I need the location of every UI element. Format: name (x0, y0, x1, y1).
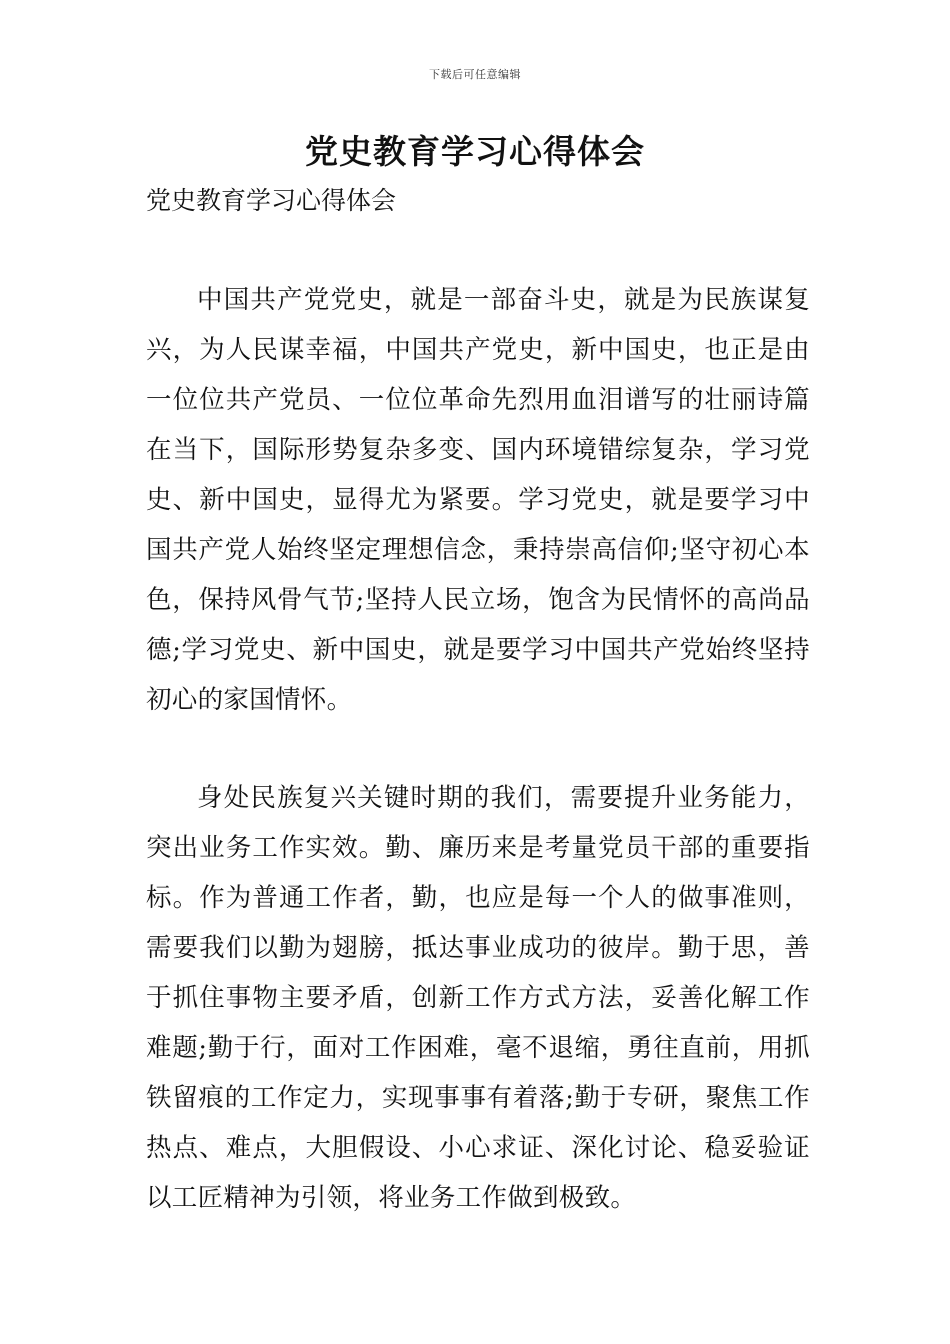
header-note: 下载后可任意编辑 (429, 68, 521, 81)
document-title: 党史教育学习心得体会 (305, 132, 645, 171)
document-subtitle: 党史教育学习心得体会 (146, 186, 397, 215)
body-paragraph-2: 身处民族复兴关键时期的我们，需要提升业务能力，突出业务工作实效。勤、廉历来是考量党员干部的重要指标。作为普通工作者，勤，也应是每一个人的做事准则，需要我们以勤为翅膀，抵达事业成功的彼岸。勤于思，善于抓住事物主要矛盾，创新工作方式方法，妥善化解工作难题;勤于行，面对工作困难，毫不退缩，勇往直前，用抓铁留痕的工作定力，实现事事有着落;勤于专研，聚焦工作热点、难点，大胆假设、小心求证、深化讨论、稳妥验证以工匠精神为引领，将业务工作做到极致。 (146, 783, 810, 1213)
body-paragraph-1: 中国共产党党史，就是一部奋斗史，就是为民族谋复兴，为人民谋幸福，中国共产党史，新中国史，也正是由一位位共产党员、一位位革命先烈用血泪谱写的壮丽诗篇在当下，国际形势复杂多变、国内环境错综复杂，学习党史、新中国史，显得尤为紧要。学习党史，就是要学习中国共产党人始终坚定理想信念，秉持崇高信仰;坚守初心本色，保持风骨气节;坚持人民立场，饱含为民情怀的高尚品德;学习党史、新中国史，就是要学习中国共产党始终坚持初心的家国情怀。 (146, 285, 810, 715)
